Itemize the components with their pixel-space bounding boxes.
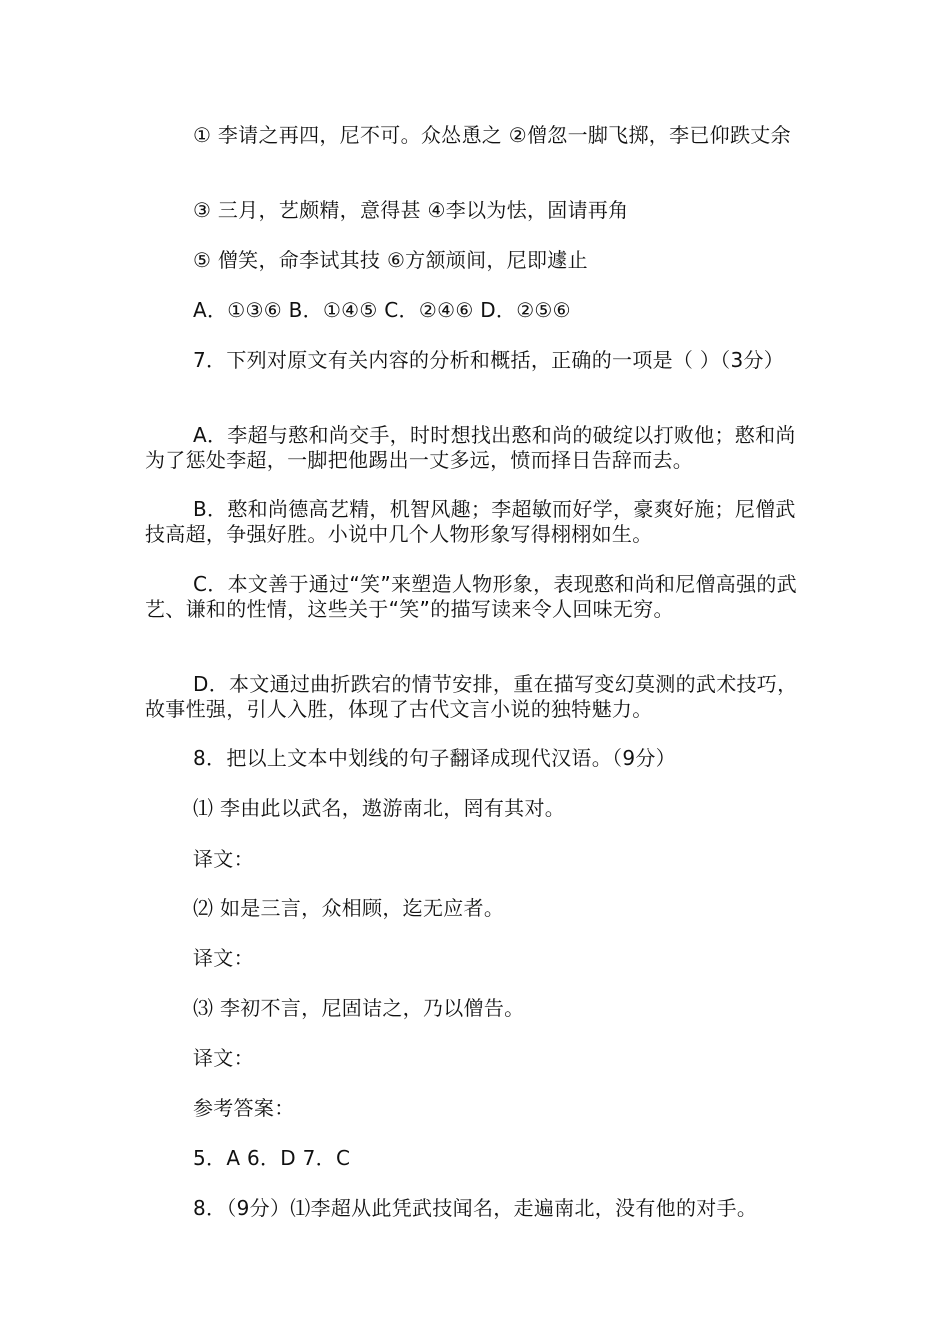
question-7-prompt: 7．下列对原文有关内容的分析和概括，正确的一项是（ ）（3分） [193, 348, 785, 372]
question-7-option-b: B．憨和尚德高艺精，机智风趣；李超敏而好学，豪爽好施；尼僧武技高超，争强好胜。小说中几个人物形象写得栩栩如生。 [145, 497, 796, 546]
question-7-option-a: A．李超与憨和尚交手，时时想找出憨和尚的破绽以打败他；憨和尚为了惩处李超，一脚把他踢出一丈多远，愤而择日告辞而去。 [145, 423, 796, 472]
question-8-prompt: 8．把以上文本中划线的句子翻译成现代汉语。（9分） [193, 746, 676, 770]
answers-5-7: 5．A 6．D 7．C [193, 1146, 351, 1170]
translation-label-1: 译文： [193, 847, 254, 871]
translation-item-3: ⑶ 李初不言，尼固诘之，乃以僧告。 [193, 996, 525, 1020]
answer-8-item-1: 8．（9分）⑴李超从此凭武技闻名，走遍南北，没有他的对手。 [193, 1196, 758, 1220]
question-7-option-c: C．本文善于通过“笑”来塑造人物形象，表现憨和尚和尼僧高强的武艺、谦和的性情，这些关于“笑”的描写读来令人回味无穷。 [145, 572, 797, 621]
option-sentences-1-2: ① 李请之再四，尼不可。众怂恿之 ②僧忽一脚飞掷，李已仰跌丈余 [193, 123, 791, 147]
question-7-option-d: D．本文通过曲折跌宕的情节安排，重在描写变幻莫测的武术技巧，故事性强，引人入胜，体现了古代文言小说的独特魅力。 [145, 672, 798, 721]
option-sentences-3-4: ③ 三月，艺颇精，意得甚 ④李以为怯，固请再角 [193, 198, 629, 222]
option-sentences-5-6: ⑤ 僧笑，命李试其技 ⑥方颔颃间，尼即遽止 [193, 248, 588, 272]
translation-label-2: 译文： [193, 946, 254, 970]
answer-choices-line: A．①③⑥ B．①④⑤ C．②④⑥ D．②⑤⑥ [193, 298, 571, 322]
reference-answers-heading: 参考答案： [193, 1096, 295, 1120]
translation-label-3: 译文： [193, 1046, 254, 1070]
translation-item-2: ⑵ 如是三言，众相顾，迄无应者。 [193, 896, 505, 920]
translation-item-1: ⑴ 李由此以武名，遨游南北，罔有其对。 [193, 796, 566, 820]
